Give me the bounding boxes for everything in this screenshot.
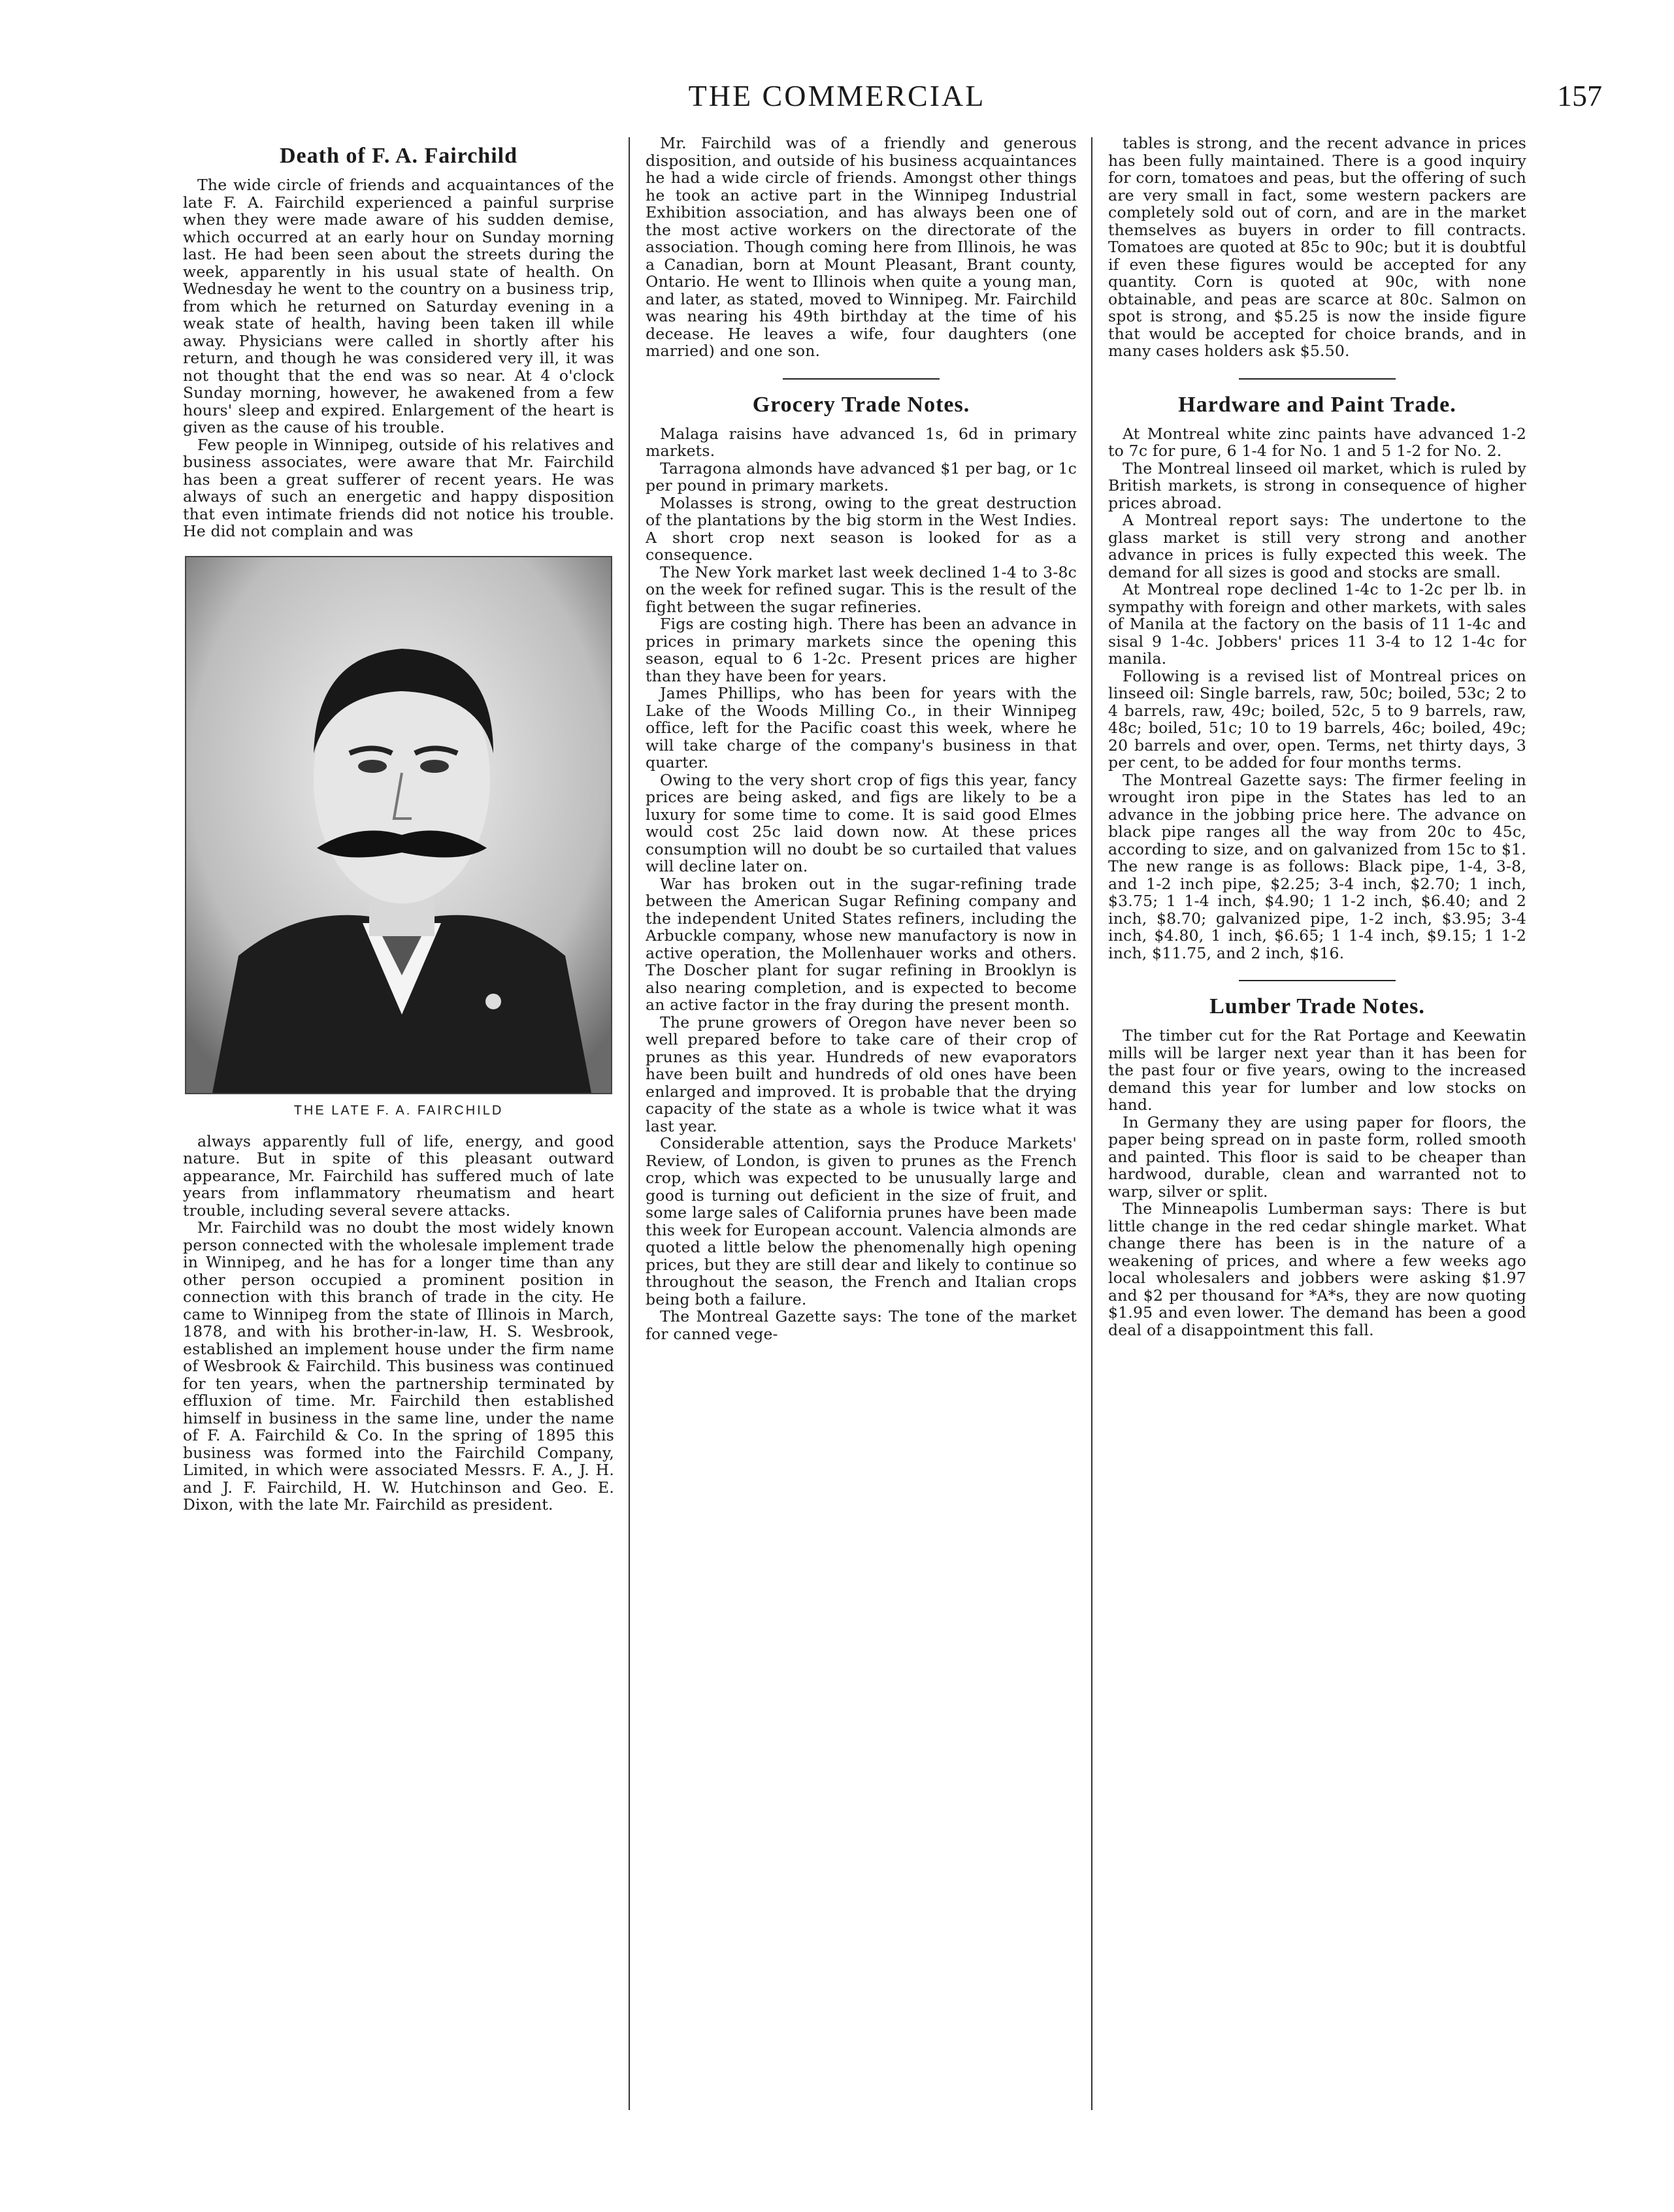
column-3 (1108, 131, 1526, 1339)
photo-caption: THE LATE F. A. FAIRCHILD (293, 1103, 504, 1118)
column-1 (183, 131, 614, 1514)
paragraph: A Montreal report says: The undertone to the glass market is still very strong and another advance in prices is fully expected this week. The demand for all sizes is good and stocks are small. (1108, 511, 1526, 581)
article-heading-grocery: Grocery Trade Notes. (752, 392, 970, 417)
paragraph: Owing to the very short crop of figs this year, fancy prices are being asked, and figs are likely to be a luxury for some time to come. It is said good Elmes would cost 25c laid down now. At these prices consumption will no doubt be so curtailed that values will decline later on. (646, 770, 1077, 875)
paragraph: Few people in Winnipeg, outside of his relatives and business associates, were aware that Mr. Fairchild has been a great sufferer of recent years. He was always of such an energetic and happy disposition that even intimate friends did not notice his trouble. He did not complain and was (183, 435, 614, 540)
section-divider (1239, 980, 1396, 981)
paragraph: Molasses is strong, owing to the great destruction of the plantations by the big storm in the West Indies. A short crop next season is looked for as a consequence. (646, 493, 1077, 564)
paragraph: The Montreal Gazette says: The firmer feeling in wrought iron pipe in the States has led to an advance in the jobbing price here. The advance on black pipe ranges all the way from 20c to 45c, according to size, and on galvanized from 15c to $1. The new range is as follows: Black pipe, 1-4, 3-8, and 1-2 inch pipe, $2.25; 3-4 inch, $2.70; 1 inch, $3.75; 1 1-4 inch, $4.90; 1 1-2 inch, $6.40; and 2 inch, $8.70; galvanized pipe, 1-2 inch, $3.95; 3-4 inch, $4.80, 1 inch, $6.65; 1 1-4 inch, $9.15; 1 1-2 inch, $11.75, and 2 inch, $16. (1108, 770, 1526, 962)
paragraph: The Montreal Gazette says: The tone of the market for canned vege- (646, 1307, 1077, 1343)
paragraph: The Montreal linseed oil market, which is ruled by British markets, is strong in consequence of higher prices abroad. (1108, 459, 1526, 512)
paragraph: Following is a revised list of Montreal prices on linseed oil: Single barrels, raw, 50c; boiled, 53c; 2 to 4 barrels, raw, 49c; boiled, 52c, 5 to 9 barrels, raw, 48c; boiled, 51c; 10 to 19 barrels, 46c; boiled, 49c; 20 barrels and over, open. Terms, net thirty days, 3 per cent, to be added for four months terms. (1108, 666, 1526, 772)
article-heading-hardware: Hardware and Paint Trade. (1178, 392, 1456, 417)
paragraph: At Montreal white zinc paints have advanced 1-2 to 7c for pure, 6 1-4 for No. 1 and 5 1-2 for No. 2. (1108, 424, 1526, 460)
section-divider (783, 378, 940, 380)
paragraph: Tarragona almonds have advanced $1 per bag, or 1c per pound in primary markets. (646, 459, 1077, 495)
paragraph: The wide circle of friends and acquaintances of the late F. A. Fairchild experienced a painful surprise when they were made aware of his sudden demise, which occurred at an early hour on Sunday morning last. He had been seen about the streets during the week, apparently in his usual state of health. On Wednesday he went to the country on a business trip, from which he returned on Saturday evening in a weak state of health, having been taken ill while away. Physicians were called in shortly after his return, and though he was considered very ill, it was not thought that the end was so near. At 4 o'clock Sunday morning, however, he awakened from a few hours' sleep and expired. Enlargement of the heart is given as the cause of his trouble. (183, 176, 614, 436)
paragraph: Figs are costing high. There has been an advance in prices in primary markets since the opening this season, equal to 6 1-2c. Present prices are higher than they have been for years. (646, 615, 1077, 685)
paragraph: War has broken out in the sugar-refining trade between the American Sugar Refining company and the independent United States refiners, including the Arbuckle company, whose new manufactory is now in active operation, the Mollenhauer works and others. The Doscher plant for sugar refining in Brooklyn is also nearing completion, and is expected to become an active factor in the fray during the present month. (646, 874, 1077, 1014)
paragraph: Mr. Fairchild was no doubt the most widely known person connected with the wholesale implement trade in Winnipeg, and he has for a longer time than any other person occupied a prominent position in connection with this branch of trade in the city. He came to Winnipeg from the state of Illinois in March, 1878, and with his brother-in-law, H. S. Wesbrook, established an implement house under the firm name of Wesbrook & Fairchild. This business was continued for ten years, when the partnership terminated by effluxion of time. Mr. Fairchild then established himself in business in the same line, under the name of F. A. Fairchild & Co. In the spring of 1895 this business was formed into the Fairchild Company, Limited, in which were associated Messrs. F. A., J. H. and J. F. Fairchild, H. W. Hutchinson and Geo. E. Dixon, with the late Mr. Fairchild as president. (183, 1218, 614, 1514)
paragraph: In Germany they are using paper for floors, the paper being spread on in paste form, rolled smooth and painted. This floor is said to be cheaper than hardwood, durable, clean and warranted not to warp, silver or split. (1108, 1113, 1526, 1201)
section-divider (1239, 378, 1396, 380)
paragraph: The prune growers of Oregon have never been so well prepared before to take care of their crop of prunes as this year. Hundreds of new evaporators have been built and hundreds of old ones have been enlarged and improved. It is probable that the drying capacity of the state as a whole is twice what it was last year. (646, 1013, 1077, 1135)
column-rule (1091, 137, 1092, 2110)
paragraph: The timber cut for the Rat Portage and Keewatin mills will be larger next year than it has been for the past four or five years, owing to the increased demand this year for lumber and low stocks on hand. (1108, 1026, 1526, 1114)
paragraph: Considerable attention, says the Produce Markets' Review, of London, is given to prunes as the French crop, which was expected to be unusually large and good is turning out deficient in the size of fruit, and some large sales of California prunes have been made this week for European account. Valencia almonds are quoted a little below the phenomenally high opening prices, but they are still dear and likely to continue so throughout the season, the French and Italian crops being both a failure. (646, 1134, 1077, 1309)
portrait-photo (185, 556, 612, 1094)
paragraph: Mr. Fairchild was of a friendly and generous disposition, and outside of his business acquaintances he had a wide circle of friends. Amongst other things he took an active part in the Winnipeg Industrial Exhibition association, and has always been one of the most active workers on the directorate of the association. Though coming here from Illinois, he was a Canadian, born at Mount Pleasant, Brant county, Ontario. He went to Illinois when quite a young man, and later, as stated, moved to Winnipeg. Mr. Fairchild was nearing his 49th birthday at the time of his decease. He leaves a wife, four daughters (one married) and one son. (646, 134, 1077, 360)
paragraph: tables is strong, and the recent advance in prices has been fully maintained. There is a good inquiry for corn, tomatoes and peas, but the offering of such are very small in fact, some western packers are completely sold out of corn, and are in the market themselves as buyers in order to fill contracts. Tomatoes are quoted at 85c to 90c; but it is doubtful if even these figures would be accepted for any quantity. Corn is quoted at 90c, with none obtainable, and peas are scarce at 80c. Salmon on spot is strong, and $5.25 is now the inside figure that would be accepted for choice brands, and in many cases holders ask $5.50. (1108, 134, 1527, 360)
paragraph: always apparently full of life, energy, and good nature. But in spite of this pleasant outward appearance, Mr. Fairchild has suffered much of late years from inflammatory rheumatism and heart trouble, including several severe attacks. (183, 1131, 614, 1220)
column-2 (646, 131, 1077, 1342)
article-heading-fairchild: Death of F. A. Fairchild (279, 144, 518, 168)
page-number: 157 (1557, 79, 1602, 112)
article-heading-lumber: Lumber Trade Notes. (1209, 994, 1425, 1018)
paragraph: James Phillips, who has been for years with the Lake of the Woods Milling Co., in their Winnipeg office, left for the Pacific coast this week, where he will take charge of the company's business in that quarter. (646, 684, 1077, 772)
column-rule (629, 137, 630, 2110)
masthead-title: THE COMMERCIAL (688, 79, 986, 112)
paragraph: At Montreal rope declined 1-4c to 1-2c per lb. in sympathy with foreign and other markets, with sales of Manila at the factory on the basis of 11 1-4c and sisal 9 1-4c. Jobbers' prices 11 3-4 to 12 1-4c for manila. (1108, 580, 1526, 668)
portrait-illustration (186, 557, 611, 1093)
paragraph: Malaga raisins have advanced 1s, 6d in primary markets. (646, 424, 1077, 460)
paragraph: The Minneapolis Lumberman says: There is but little change in the red cedar shingle market. What change there has been is in the nature of a weakening of prices, and where a few weeks ago local wholesalers and jobbers were asking $1.97 and $2 per thousand for *A*s, they are now quoting $1.95 and even lower. The demand has been a good deal of a disappointment this fall. (1108, 1199, 1526, 1339)
paragraph: The New York market last week declined 1-4 to 3-8c on the week for refined sugar. This is the result of the fight between the sugar refineries. (646, 562, 1077, 616)
